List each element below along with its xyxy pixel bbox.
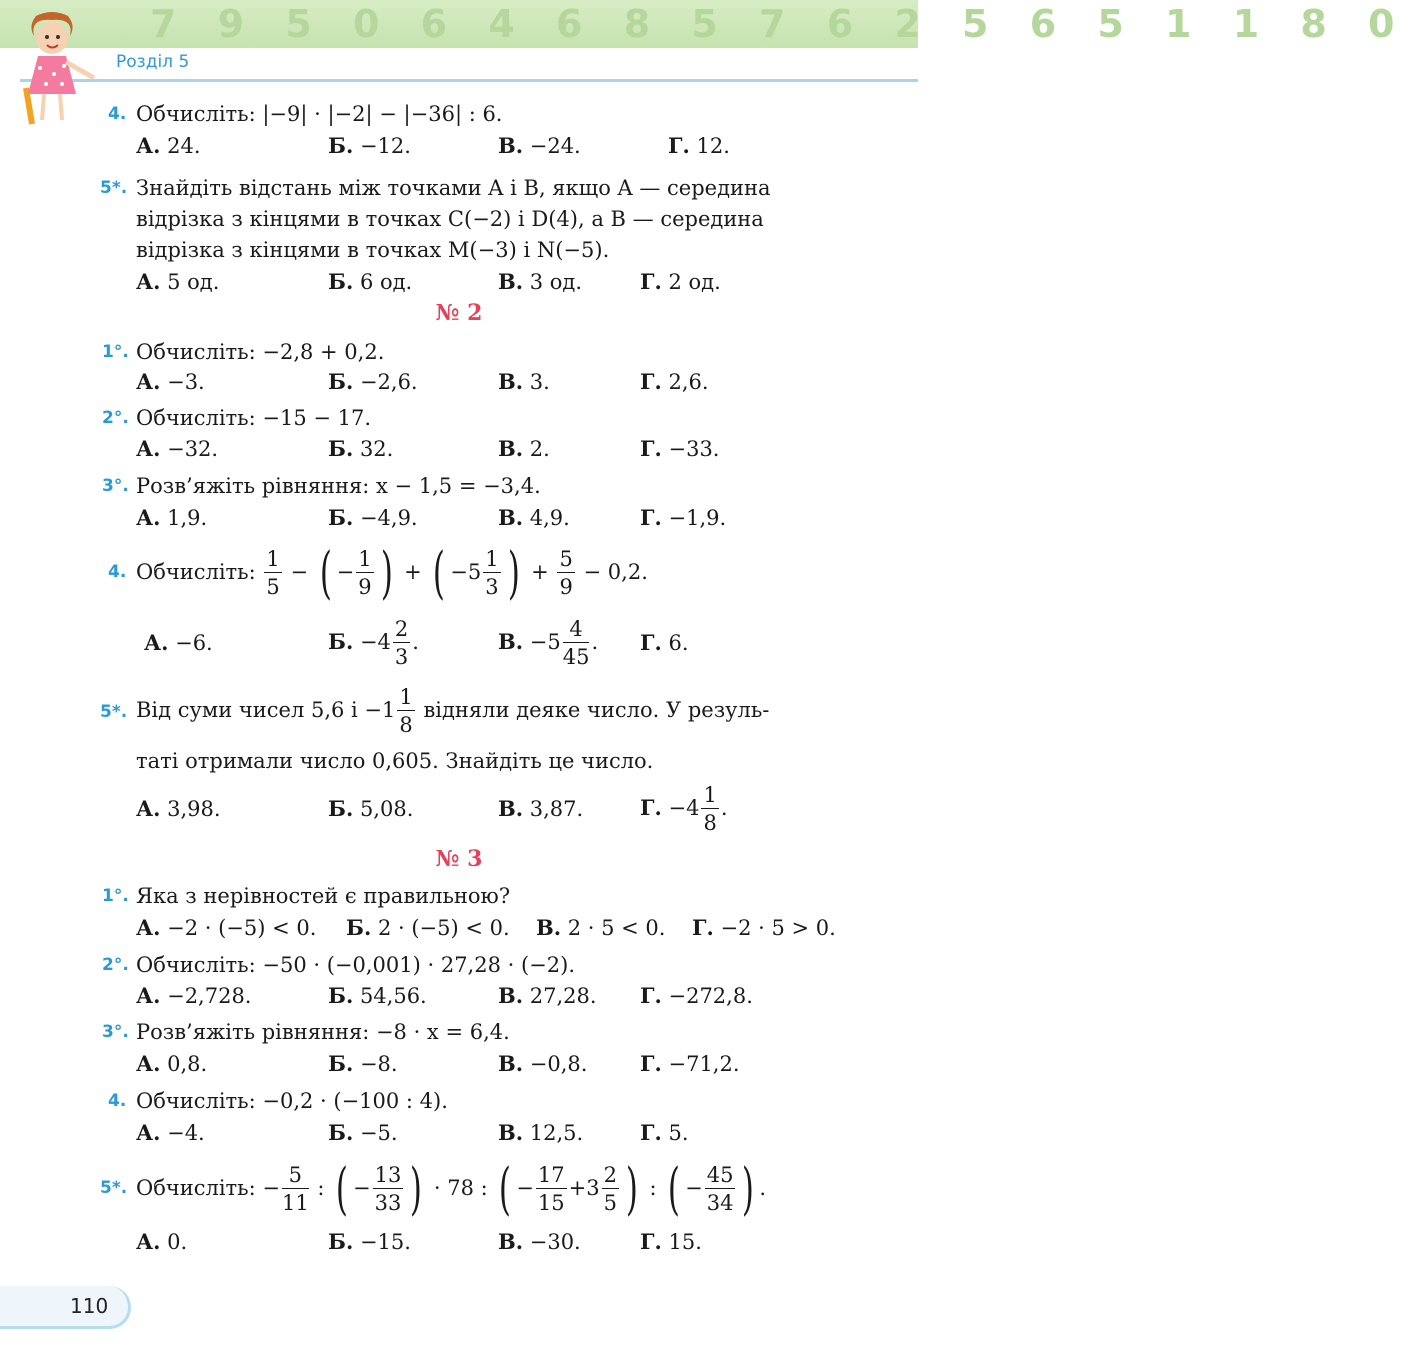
expression-tail: .	[759, 1176, 767, 1200]
denominator: 9	[358, 575, 372, 599]
option-text: .	[720, 796, 728, 820]
question-text: Яка з нерівностей є правильною?	[136, 884, 511, 908]
question-text: Розв’яжіть рівняння: x − 1,5 = −3,4.	[136, 474, 541, 498]
question-text: Обчисліть: −2,8 + 0,2.	[136, 340, 385, 364]
denominator: 8	[399, 713, 413, 737]
denominator: 8	[703, 811, 717, 835]
answer-option: Г. −33.	[640, 436, 720, 461]
numerator: 5	[559, 547, 573, 571]
question-number: 5*.	[100, 178, 128, 198]
answer-option: Б. −8.	[328, 1051, 398, 1076]
operator: −	[353, 1176, 371, 1200]
answer-option: В. 3 од.	[498, 269, 583, 294]
operator: :	[317, 1176, 325, 1200]
question-text-line: Знайдіть відстань між точками A і B, якщо A — середина	[136, 176, 771, 200]
numerator: 2	[394, 617, 409, 641]
numerator: 4	[563, 616, 590, 643]
answer-option: Г. 2,6.	[640, 369, 709, 394]
option-text: Г. −4	[640, 795, 700, 820]
answer-option: Г. 5.	[640, 1120, 689, 1145]
numerator: 1	[703, 783, 717, 807]
section-heading-3: № 3	[435, 846, 483, 872]
answer-option	[640, 778, 728, 838]
denominator: 15	[537, 1191, 565, 1215]
denominator: 3	[485, 575, 499, 599]
question-number: 4.	[108, 562, 127, 582]
numerator: 5	[282, 1162, 309, 1189]
fraction	[373, 1162, 404, 1217]
answer-option: Б. −15.	[328, 1229, 411, 1254]
option-text: В. −5	[498, 629, 561, 654]
question-text: Обчисліть: −15 − 17.	[136, 406, 372, 430]
question-number: 1°.	[102, 342, 129, 362]
option-text: .	[591, 630, 599, 654]
fraction	[563, 616, 590, 671]
expression-lead: Обчисліть:	[136, 560, 256, 584]
answer-option: В. 3.	[498, 369, 550, 394]
denominator: 11	[281, 1191, 309, 1215]
fraction	[557, 546, 574, 601]
answer-option: Б. 2 · (−5) < 0.	[346, 915, 510, 940]
expression-lead: Обчисліть: −	[136, 1176, 280, 1200]
answer-option: А. −6.	[144, 630, 213, 655]
operator: +3	[568, 1176, 600, 1200]
fraction	[264, 546, 281, 601]
text-segment: відняли деяке число. У резуль-	[423, 698, 770, 722]
right-paren: )	[507, 540, 520, 606]
answer-option: А. 5 од.	[136, 269, 220, 294]
answer-option: А. −2,728.	[136, 983, 252, 1008]
answer-option: В. 3,87.	[498, 796, 584, 821]
expression-tail: − 0,2.	[583, 560, 648, 584]
question-number: 4.	[108, 104, 127, 124]
left-paren: (	[668, 1156, 681, 1222]
operator: −	[685, 1176, 703, 1200]
denominator: 5	[266, 575, 280, 599]
fraction-expression	[136, 1156, 766, 1222]
header-band	[0, 0, 1409, 52]
right-paren: )	[625, 1156, 638, 1222]
right-paren: )	[742, 1156, 755, 1222]
answer-option: Г. −272,8.	[640, 983, 753, 1008]
answer-option: Г. −71,2.	[640, 1051, 740, 1076]
right-paren: )	[410, 1156, 423, 1222]
question-text: Розв’яжіть рівняння: −8 · x = 6,4.	[136, 1020, 510, 1044]
right-paren: )	[380, 540, 393, 606]
option-text: Б. −4	[328, 629, 391, 654]
question-text-line: таті отримали число 0,605. Знайдіть це число.	[136, 749, 654, 773]
page-number: 110	[70, 1294, 109, 1318]
fraction	[282, 1162, 309, 1217]
fraction	[393, 616, 410, 671]
operator: −	[336, 560, 355, 584]
answer-option: А. 1,9.	[136, 505, 208, 530]
answer-option: В. 27,28.	[498, 983, 597, 1008]
fraction-expression	[136, 540, 648, 606]
operator: · 78 :	[433, 1176, 488, 1200]
left-paren: (	[319, 540, 332, 606]
question-text-line: відрізка з кінцями в точках M(−3) і N(−5).	[136, 238, 610, 262]
operator: +	[531, 560, 549, 584]
question-number: 2°.	[102, 408, 129, 428]
answer-option: Б. −2,6.	[328, 369, 418, 394]
question-text-line: відрізка з кінцями в точках C(−2) і D(4), а B — середина	[136, 207, 764, 231]
answer-option: Б. 32.	[328, 436, 394, 461]
answer-option: А. 3,98.	[136, 796, 221, 821]
fraction	[356, 546, 373, 601]
numerator: 1	[485, 547, 499, 571]
answer-option	[498, 612, 598, 672]
header-underline	[20, 79, 918, 82]
question-text: Обчисліть: |−9| · |−2| − |−36| : 6.	[136, 102, 503, 126]
answer-option: А. 0,8.	[136, 1051, 208, 1076]
answer-option: Г. 2 од.	[640, 269, 721, 294]
operator: −	[516, 1176, 534, 1200]
answer-option: Б. 6 од.	[328, 269, 413, 294]
answer-option	[328, 612, 419, 672]
answer-option: В. 2.	[498, 436, 550, 461]
operator: −	[290, 560, 309, 584]
answer-option: Г. 12.	[668, 133, 730, 158]
answer-option: Б. −5.	[328, 1120, 398, 1145]
left-paren: (	[499, 1156, 512, 1222]
fraction	[602, 1162, 619, 1217]
question-number: 3°.	[102, 1022, 129, 1042]
operator: +	[404, 560, 422, 584]
answer-option: А. 24.	[136, 133, 201, 158]
section-heading-2: № 2	[435, 300, 483, 326]
text-segment: Від суми чисел 5,6 і −1	[136, 698, 396, 722]
answer-option: А. −32.	[136, 436, 219, 461]
question-number: 4.	[108, 1091, 127, 1111]
denominator: 33	[374, 1191, 402, 1215]
denominator: 9	[559, 575, 573, 599]
left-paren: (	[433, 540, 446, 606]
question-number: 2°.	[102, 955, 129, 975]
numerator: 1	[266, 547, 280, 571]
fraction	[397, 684, 414, 739]
girl-mascot-icon	[10, 8, 105, 126]
question-number: 3°.	[102, 476, 129, 496]
question-number: 5*.	[100, 702, 128, 722]
question-text	[136, 680, 769, 740]
question-number: 1°.	[102, 886, 129, 906]
answer-option: А. 0.	[136, 1229, 188, 1254]
answer-option: Г. −1,9.	[640, 505, 727, 530]
numerator: 1	[358, 547, 372, 571]
answer-option: Г. 6.	[640, 630, 689, 655]
mixed-whole: −5	[450, 560, 482, 584]
numerator: 17	[537, 1163, 565, 1187]
denominator: 3	[394, 645, 409, 669]
question-text: Обчисліть: −0,2 · (−100 : 4).	[136, 1089, 448, 1113]
fraction	[705, 1162, 736, 1217]
answer-option: В. −24.	[498, 133, 581, 158]
option-text: .	[412, 630, 419, 654]
left-paren: (	[336, 1156, 349, 1222]
answer-option: Б. 54,56.	[328, 983, 427, 1008]
fraction	[483, 546, 500, 601]
answer-option: А. −2 · (−5) < 0.	[136, 915, 317, 940]
numerator: 45	[706, 1163, 734, 1187]
page-number-tab	[0, 1286, 131, 1329]
answer-option: Б. −4,9.	[328, 505, 418, 530]
numerator: 13	[374, 1163, 402, 1187]
fraction	[701, 782, 718, 837]
answer-option: В. 4,9.	[498, 505, 570, 530]
question-number: 5*.	[100, 1178, 128, 1198]
header-decoration: 7 9 5 0 6 4 6 8 5 7 6 2 5 6 5 1 1 8 0	[150, 2, 1409, 46]
answer-option: Г. −2 · 5 > 0.	[692, 915, 836, 940]
answer-option: Г. 15.	[640, 1229, 702, 1254]
denominator: 45	[562, 645, 590, 669]
question-text: Обчисліть: −50 · (−0,001) · 27,28 · (−2).	[136, 953, 575, 977]
section-label: Розділ 5	[116, 52, 190, 72]
numerator: 2	[603, 1163, 617, 1187]
answer-option: А. −4.	[136, 1120, 205, 1145]
answer-option: А. −3.	[136, 369, 205, 394]
fraction	[536, 1162, 567, 1217]
denominator: 5	[603, 1191, 617, 1215]
answer-option: Б. 5,08.	[328, 796, 414, 821]
answer-option: Б. −12.	[328, 133, 411, 158]
operator: :	[649, 1176, 657, 1200]
answer-option: В. −0,8.	[498, 1051, 588, 1076]
answer-option: В. −30.	[498, 1229, 581, 1254]
numerator: 1	[399, 685, 413, 709]
answer-option: В. 12,5.	[498, 1120, 584, 1145]
answer-option: В. 2 · 5 < 0.	[536, 915, 666, 940]
denominator: 34	[706, 1191, 734, 1215]
